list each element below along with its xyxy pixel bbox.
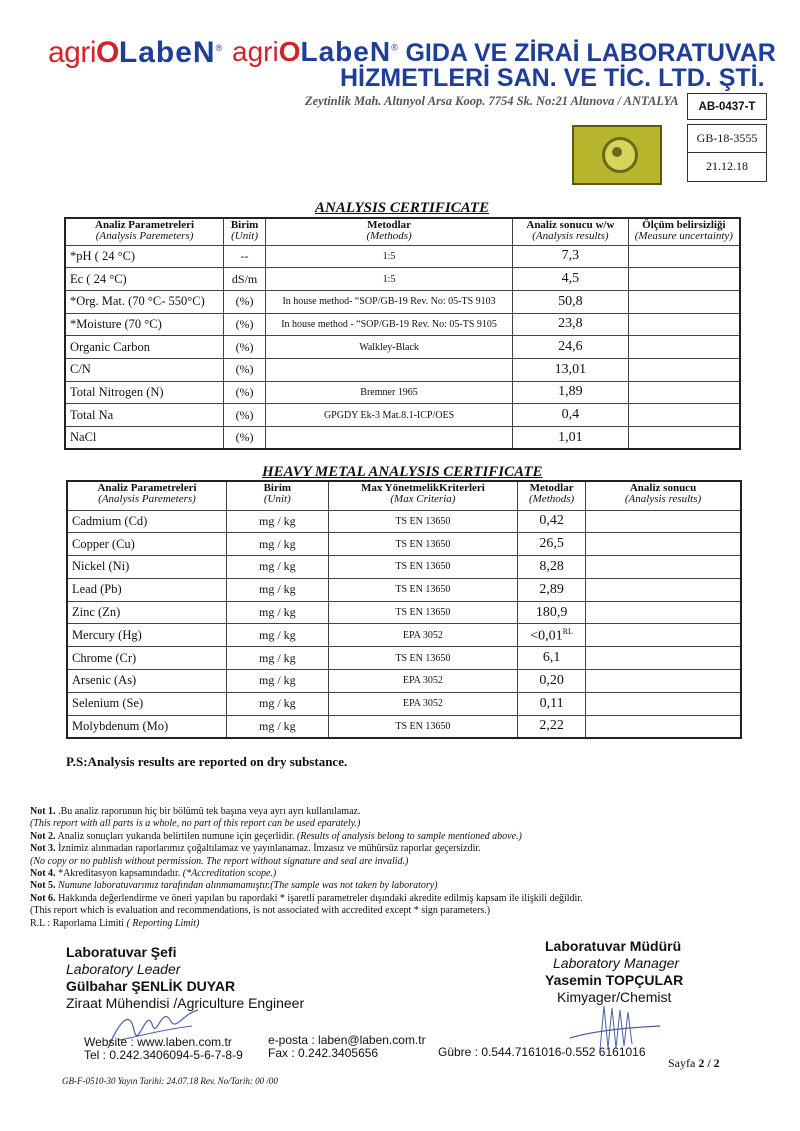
param-cell: *Moisture (70 °C) (65, 313, 224, 336)
note-1: Not 1. .Bu analiz raporunun hiç bir bölümü tek başına veya ayrı ayrı kullanılamaz. (30, 806, 361, 817)
method-cell: 0,11 (518, 692, 586, 715)
method-cell (266, 358, 513, 381)
unit-cell: -- (224, 245, 266, 268)
result-cell: 23,8 (513, 313, 629, 336)
unit-cell: mg / kg (227, 670, 329, 693)
param-cell: Copper (Cu) (67, 533, 227, 556)
result-cell (586, 647, 741, 670)
result-cell: 13,01 (513, 358, 629, 381)
seal-emblem-icon (602, 137, 638, 173)
table-row (67, 670, 741, 693)
param-cell: Organic Carbon (65, 336, 224, 359)
unit-cell: (%) (224, 404, 266, 427)
result-cell: 24,6 (513, 336, 629, 359)
method-cell: 8,28 (518, 556, 586, 579)
criteria-cell: EPA 3052 (328, 692, 518, 715)
method-cell: In house method- “SOP/GB-19 Rev. No: 05-TS 9103 (266, 290, 513, 313)
param-cell: *pH ( 24 °C) (65, 245, 224, 268)
param-cell: Nickel (Ni) (67, 556, 227, 579)
unit-cell: (%) (224, 427, 266, 450)
uncertainty-cell (628, 336, 740, 359)
signature-right: Laboratuvar Müdürü Laboratory Manager Yasemin TOPÇULAR Kimyager/Chemist (545, 938, 684, 1005)
uncertainty-cell (628, 358, 740, 381)
unit-cell: mg / kg (227, 601, 329, 624)
company-line-2: HİZMETLERİ SAN. VE TİC. LTD. ŞTİ. (340, 64, 765, 92)
method-cell: 2,89 (518, 578, 586, 601)
result-cell (586, 715, 741, 738)
result-cell (586, 692, 741, 715)
result-cell: 0,4 (513, 404, 629, 427)
table-row (65, 427, 740, 450)
form-footer: GB-F-0510-30 Yayın Tarihi: 24.07.18 Rev. No/Tarih: 00 /00 (62, 1076, 278, 1086)
param-cell: Total Na (65, 404, 224, 427)
company-name: agriOLabeN® GIDA VE ZİRAİ LABORATUVAR HİZMETLERİ SAN. VE TİC. LTD. ŞTİ. (232, 36, 776, 92)
param-cell: Mercury (Hg) (67, 624, 227, 647)
param-cell: Lead (Pb) (67, 578, 227, 601)
heavy-metal-table-header: Analiz Parametreleri (Analysis Paremeters) Birim (Unit) Max YönetmelikKriterleri (Max Criteria) Metodlar (Methods) Analiz sonucu (Analysis results) (67, 481, 741, 510)
laben-logo: agriOLabeN® (48, 36, 222, 69)
method-cell: 1:5 (266, 245, 513, 268)
criteria-cell: TS EN 13650 (328, 715, 518, 738)
uncertainty-cell (628, 290, 740, 313)
param-cell: Zinc (Zn) (67, 601, 227, 624)
method-cell: 1:5 (266, 268, 513, 291)
table-row (67, 715, 741, 738)
company-address: Zeytinlik Mah. Altınyol Arsa Koop. 7754 Sk. No:21 Altınova / ANTALYA (305, 94, 679, 108)
turkak-seal (572, 125, 662, 185)
analysis-certificate-title: ANALYSIS CERTIFICATE (315, 200, 490, 216)
heavy-metal-table-body (67, 510, 741, 738)
table-row (65, 290, 740, 313)
page-number: Sayfa 2 / 2 (668, 1056, 720, 1070)
method-cell: 2,22 (518, 715, 586, 738)
criteria-cell: TS EN 13650 (328, 647, 518, 670)
uncertainty-cell (628, 313, 740, 336)
table-row (67, 624, 741, 647)
result-cell (586, 510, 741, 533)
param-cell: *Org. Mat. (70 °C- 550°C) (65, 290, 224, 313)
uncertainty-cell (628, 381, 740, 404)
table-row (67, 510, 741, 533)
uncertainty-cell (628, 245, 740, 268)
unit-cell: mg / kg (227, 533, 329, 556)
criteria-cell: TS EN 13650 (328, 578, 518, 601)
note-rl: R.L : Raporlama Limiti ( Reporting Limit) (30, 917, 200, 929)
table-row (67, 556, 741, 579)
analysis-table (64, 217, 741, 450)
param-cell: Ec ( 24 °C) (65, 268, 224, 291)
unit-cell: (%) (224, 290, 266, 313)
result-cell: 1,01 (513, 427, 629, 450)
note-6-en: (This report which is evaluation and recommendations, is not associated with accredited except * sign parameters.) (30, 905, 491, 917)
gubre-phone: Gübre : 0.544.7161016-0.552 6161016 (438, 1045, 646, 1059)
unit-cell: mg / kg (227, 692, 329, 715)
note-6: Not 6. Hakkında değerlendirme ve öneri yapılan bu rapordaki * işaretli parametreler dışındaki akredite edilmiş kapsam ile ilişkili değildir. (30, 892, 583, 904)
heavy-metal-title: HEAVY METAL ANALYSIS CERTIFICATE (262, 464, 543, 480)
result-cell (586, 578, 741, 601)
param-cell: Arsenic (As) (67, 670, 227, 693)
result-cell (586, 670, 741, 693)
note-1-en: (This report with all parts is a whole, no part of this report can be used eparately.) (30, 818, 361, 830)
note-5: Not 5. Numune laboratuvarımız tarafından alınmamamıştır.(The sample was not taken by laboratory) (30, 880, 438, 892)
uncertainty-cell (628, 404, 740, 427)
table-row (67, 578, 741, 601)
result-cell (586, 601, 741, 624)
unit-cell: mg / kg (227, 510, 329, 533)
ps-note: P.S:Analysis results are reported on dry substance. (66, 754, 348, 769)
result-cell: 1,89 (513, 381, 629, 404)
unit-cell: mg / kg (227, 578, 329, 601)
method-cell: GPGDY Ek-3 Mat.8.1-ICP/OES (266, 404, 513, 427)
criteria-cell: TS EN 13650 (328, 533, 518, 556)
unit-cell: mg / kg (227, 715, 329, 738)
unit-cell: (%) (224, 381, 266, 404)
company-line-1: GIDA VE ZİRAİ LABORATUVAR (405, 39, 776, 67)
contact-left (84, 1036, 243, 1062)
unit-cell: mg / kg (227, 556, 329, 579)
param-cell: Cadmium (Cd) (67, 510, 227, 533)
method-cell: In house method - “SOP/GB-19 Rev. No: 05-TS 9105 (266, 313, 513, 336)
result-cell: 7,3 (513, 245, 629, 268)
param-cell: Molybdenum (Mo) (67, 715, 227, 738)
param-cell: Chrome (Cr) (67, 647, 227, 670)
unit-cell: (%) (224, 313, 266, 336)
accreditation-number: AB-0437-T (687, 93, 767, 120)
website-link[interactable]: Website : www.laben.com.tr (84, 1035, 232, 1049)
method-cell (266, 427, 513, 450)
result-cell: 4,5 (513, 268, 629, 291)
param-cell: NaCl (65, 427, 224, 450)
telephone: Tel : 0.242.3406094-5-6-7-8-9 (84, 1048, 243, 1062)
table-row (65, 245, 740, 268)
param-cell: C/N (65, 358, 224, 381)
table-row (65, 268, 740, 291)
result-cell: 50,8 (513, 290, 629, 313)
param-cell: Total Nitrogen (N) (65, 381, 224, 404)
table-row (65, 336, 740, 359)
criteria-cell: TS EN 13650 (328, 601, 518, 624)
method-cell: 6,1 (518, 647, 586, 670)
criteria-cell: EPA 3052 (328, 624, 518, 647)
result-cell (586, 624, 741, 647)
note-4: Not 4. *Akreditasyon kapsamındadır. (*Accreditation scope.) (30, 868, 277, 880)
email-link[interactable]: e-posta : laben@laben.com.tr (268, 1033, 426, 1047)
table-row (67, 647, 741, 670)
criteria-cell: TS EN 13650 (328, 556, 518, 579)
analysis-table-body (65, 245, 740, 449)
table-row (65, 358, 740, 381)
signature-left: Laboratuvar Şefi Laboratory Leader Gülbahar ŞENLİK DUYAR Ziraat Mühendisi /Agriculture Engineer (66, 944, 305, 1011)
uncertainty-cell (628, 427, 740, 450)
unit-cell: mg / kg (227, 624, 329, 647)
reporting-limit-superscript: RL (562, 626, 573, 636)
notes-block (30, 806, 690, 930)
table-row (67, 533, 741, 556)
analysis-table-header: Analiz Parametreleri (Analysis Paremeters) Birim (Unit) Metodlar (Methods) Analiz sonucu w/w (Analysis results) Ölçüm belirsizliği (Measure uncertainty) (65, 218, 740, 245)
contact-middle (268, 1034, 426, 1060)
note-2: Not 2. Analiz sonuçları yukarıda belirtilen numune için geçerlidir. (Results of analysis belong to sample mentioned above.) (30, 830, 522, 842)
table-row (65, 381, 740, 404)
criteria-cell: TS EN 13650 (328, 510, 518, 533)
table-row (65, 404, 740, 427)
unit-cell: dS/m (224, 268, 266, 291)
fax: Fax : 0.242.3405656 (268, 1046, 379, 1060)
method-cell: 0,42 (518, 510, 586, 533)
note-3: Not 3. İznimiz alınmadan raporlarımız çoğaltılamaz ve yayınlanamaz. İmzasız ve mühürsüz raporlar geçersizdir. (30, 843, 481, 855)
method-cell: Walkley-Black (266, 336, 513, 359)
heavy-metal-table (66, 480, 742, 739)
criteria-cell: EPA 3052 (328, 670, 518, 693)
param-cell: Selenium (Se) (67, 692, 227, 715)
table-row (65, 313, 740, 336)
table-row (67, 601, 741, 624)
method-cell: 180,9 (518, 601, 586, 624)
table-row (67, 692, 741, 715)
method-cell: $<0,01^{RL}$ (518, 624, 586, 647)
unit-cell: (%) (224, 336, 266, 359)
unit-cell: (%) (224, 358, 266, 381)
result-cell (586, 556, 741, 579)
unit-cell: mg / kg (227, 647, 329, 670)
note-3-en: (No copy or no publish without permission. The report without signature and seal are invalid.) (30, 855, 409, 867)
result-cell (586, 533, 741, 556)
report-number: GB-18-3555 (687, 124, 767, 153)
method-cell: Bremner 1965 (266, 381, 513, 404)
method-cell: 26,5 (518, 533, 586, 556)
report-date: 21.12.18 (687, 152, 767, 182)
uncertainty-cell (628, 268, 740, 291)
method-cell: 0,20 (518, 670, 586, 693)
